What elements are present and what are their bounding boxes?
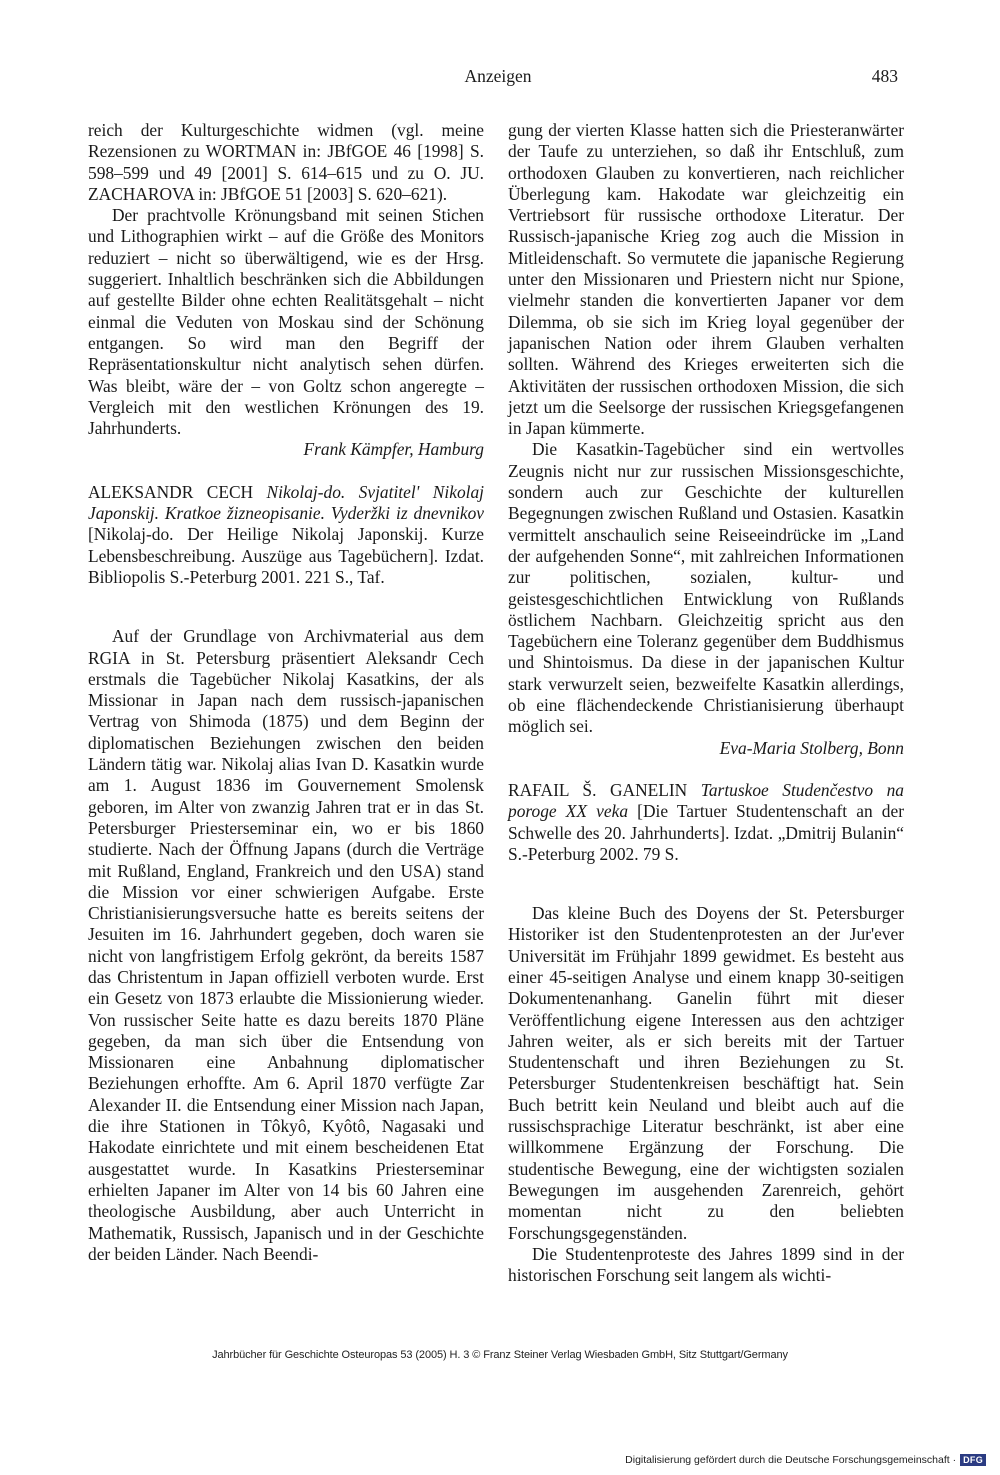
- review-paragraph: Die Studentenproteste des Jahres 1899 sind in der historischen Forschung seit langem als wichti-: [508, 1243, 904, 1286]
- continuation-text: gung der vierten Klasse hatten sich die Priesteranwärter der Taufe zu unterziehen, so daß ihr Entschluß, zum orthodoxen Glauben zu konvertieren, nach reichlicher Überlegung kam. Hakodate war gleichzeitig ein Vertriebsort für russische orthodoxe Literatur. Der Russisch-japanische Krieg zog auch die Mission in Mitleidenschaft. So vermutete die japanische Regierung unter den Missionaren und Priestern nicht nur Spione, vielmehr standen die konvertierten Japaner vor dem Dilemma, ob sie sich im Krieg loyal gegenüber der japanischen Nation oder ihrem Glauben verhalten sollten. Während des Krieges erweiterten sich die Aktivitäten der russischen orthodoxen Mission, die sich jetzt um die Seelsorge der russischen Kriegsgefangenen in Japan kümmerte.: [508, 120, 904, 439]
- running-head: Anzeigen: [464, 66, 532, 86]
- page-header: [92, 66, 904, 96]
- book-title: Nikolaj-do. Svjatitel' Nikolaj Japonskij. Kratkoe žizneopisanie. Vyderžki iz dnevnikov: [88, 481, 484, 524]
- review-paragraph: Die Kasatkin-Tagebücher sind ein wertvolles Zeugnis nicht nur zur russischen Missionsgeschichte, sondern auch zur Geschichte der kulturellen Begegnungen zwischen Rußland und Ostasien. Kasatkin vermittelt anschaulich seine Reiseeindrücke im „Land der aufgehenden Sonne“, mit zahlreichen Informationen zur politischen, sozialen, kultur- und geistesgeschichtlichen Entwicklung von Rußlands östlichem Nachbarn. Gleichzeitig spricht aus den Tagebüchern eine Toleranz gegenüber dem Buddhismus und Shintoismus. Da diese in der japanischen Kultur stark verwurzelt seien, bezweifelte Kasatkin allerdings, ob eine flächendeckende Christianisierung überhaupt möglich sei.: [508, 439, 904, 737]
- journal-citation: Jahrbücher für Geschichte Osteuropas 53 (2005) H. 3 © Franz Steiner Verlag Wiesbaden GmbH, Sitz Stuttgart/Germany: [212, 1349, 788, 1361]
- reviewer-signature: Frank Kämpfer, Hamburg: [303, 439, 484, 460]
- book-author: RAFAIL Š. GANELIN: [508, 779, 688, 800]
- review-heading: [508, 780, 904, 865]
- continuation-text: reich der Kulturgeschichte widmen (vgl. meine Rezensionen zu WORTMAN in: JBfGOE 46 [1998] S. 598–599 und 49 [2001] S. 614–615 und zu O. JU. ZACHAROVA in: JBfGOE 51 [2003] S. 620–621).: [88, 120, 484, 204]
- right-column: [508, 120, 904, 1286]
- reviewer-signature: Eva-Maria Stolberg, Bonn: [719, 737, 904, 758]
- book-author: ALEKSANDR CECH: [88, 481, 254, 502]
- book-bibliography: [Die Tartuer Studentenschaft an der Schwelle des 20. Jahrhunderts]. Izdat. „Dmitrij Bulanin“ S.-Peterburg 2002. 79 S.: [508, 801, 904, 864]
- digitization-text: Digitalisierung gefördert durch die Deutsche Forschungsgemeinschaft ·: [625, 1454, 957, 1466]
- book-bibliography: [Nikolaj-do. Der Heilige Nikolaj Japonskij. Kurze Lebensbeschreibung. Auszüge aus Tagebüchern]. Izdat. Bibliopolis S.-Peterburg 2001. 221 S., Taf.: [88, 524, 484, 587]
- page-number: 483: [871, 66, 898, 86]
- left-column: [88, 120, 484, 1265]
- review-paragraph: Der prachtvolle Krönungsband mit seinen Stichen und Lithographien wirkt – auf die Größe des Monitors reduziert – nicht so überwältigend, wie es der Hrsg. suggeriert. Inhaltlich beschränken sich die Abbildungen auf gestellte Bilder ohne echten Realitätsgehalt – nicht einmal die Veduten von Moskau sind der Schönung entgangen. So wird man den Begriff der Repräsentationskultur nicht analytisch sehen dürfen. Was bleibt, wäre der – von Goltz schon angeregte – Vergleich mit den westlichen Krönungen des 19. Jahrhunderts.: [88, 205, 484, 439]
- dfg-logo-icon: DFG: [960, 1454, 986, 1466]
- digitization-note: [625, 1454, 986, 1466]
- review-heading: [88, 482, 484, 588]
- review-paragraph: Das kleine Buch des Doyens der St. Petersburger Historiker ist den Studentenprotesten an der Jur'ever Universität im Frühjahr 1899 gewidmet. Es besteht aus einer 45-seitigen Analyse und einem knapp 30-seitigen Dokumentenanhang. Ganelin führt mit dieser Veröffentlichung eigene Interessen aus den achtziger Jahren weiter, als er sich bereits mit der Tartuer Studentenschaft und ihren Beziehungen zu St. Petersburger Studentenkreisen beschäftigt hat. Sein Buch betritt kein Neuland und bleibt auch auf die russischsprachige Literatur beschränkt, ist aber eine willkommene Ergänzung der Forschung. Die studentische Bewegung, eine der wichtigsten sozialen Bewegungen im ausgehenden Zarenreich, gehört momentan nicht zu den beliebten Forschungsgegenständen.: [508, 903, 904, 1243]
- book-title: Tartuskoe Studenčestvo na poroge XX veka: [508, 779, 904, 822]
- review-paragraph: Auf der Grundlage von Archivmaterial aus dem RGIA in St. Petersburg präsentiert Aleksandr Cech erstmals die Tagebücher Nikolaj Kasatkins, der als Missionar in Japan nach dem russisch-japanischen Vertrag von Shimoda (1875) und dem Beginn der diplomatischen Beziehungen zwischen den beiden Ländern tätig war. Nikolaj alias Ivan D. Kasatkin wurde am 1. August 1836 im Gouvernement Smolensk geboren, im Alter von zwanzig Jahren trat er in das St. Petersburger Priesterseminar ein, wo er bis 1860 studierte. Nach der Öffnung Japans (durch die Verträge mit Rußland, England, Frankreich und den USA) stand die Mission vor einer schwierigen Aufgabe. Erste Christianisierungsversuche hatte es bereits seitens der Jesuiten im 16. Jahrhundert gegeben, doch waren sie nicht von langfristigem Erfolg gekrönt, da bereits 1587 das Christentum in Japan offiziell verboten wurde. Erst ein Gesetz von 1873 erlaubte die Missionierung wieder. Von russischer Seite hatte es dazu bereits 1870 Pläne gegeben, da man sich über die Entsendung von Missionaren eine Anbahnung diplomatischer Beziehungen erhoffte. Am 6. April 1870 verfügte Zar Alexander II. die Entsendung einer Mission nach Japan, die ihre Stationen in Tôkyô, Kyôtô, Nagasaki und Hakodate einrichtete und mit einem bescheidenen Etat ausgestattet wurde. In Kasatkins Priesterseminar erhielten Japaner im Alter von 14 bis 60 Jahren eine theologische Ausbildung, aber auch Unterricht in Mathematik, Russisch, Japanisch und in der Geschichte der beiden Länder. Nach Beendi-: [88, 626, 484, 1264]
